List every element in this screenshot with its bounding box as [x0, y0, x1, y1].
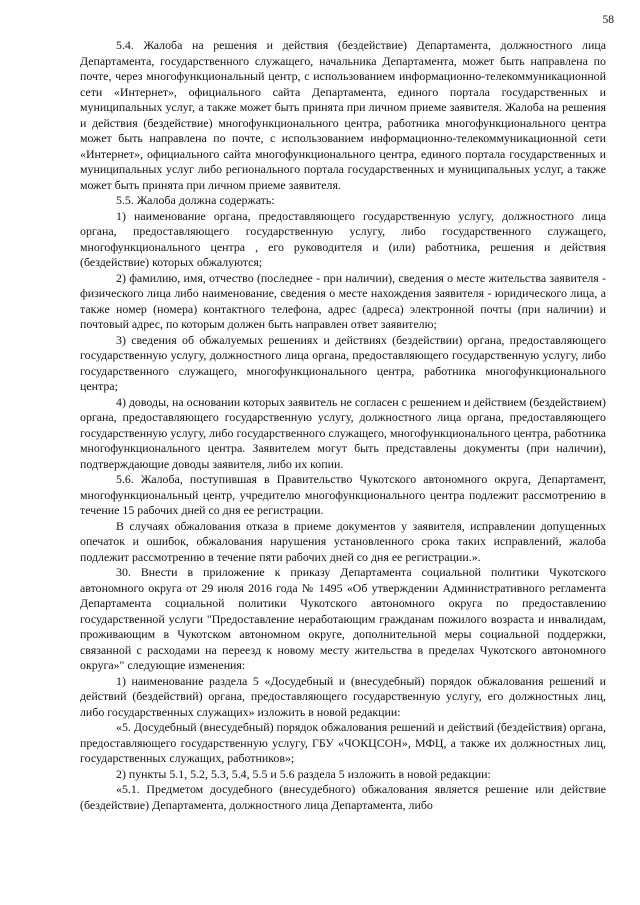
list-item-1: 1) наименование органа, предоставляющего государственную услугу, должностного лица органа, предоставляющего государственную услугу, либо государственного служащего, многофункционального центра , его руководителя и (или) работника, решения и действия (бездействие) которых обжалуются;	[80, 208, 606, 269]
paragraph-5-6: 5.6. Жалоба, поступившая в Правительство Чукотского автономного округа, Департамент, многофункциональный центр, учредителю многофункционального центра подлежит рассмотрению в течение 15 рабочих дней со дня ее регистрации.	[80, 472, 606, 517]
list-item-2: 2) фамилию, имя, отчество (последнее - при наличии), сведения о месте жительства заявителя - физического лица либо наименование, сведения о месте нахождения заявителя - юридического лица, а также номер (номера) контактного телефона, адрес (адреса) электронной почты (при наличии) и почтовый адрес, по которым должен быть направлен ответ заявителю;	[80, 270, 606, 331]
paragraph-refusal-appeal: В случаях обжалования отказа в приеме документов у заявителя, исправлении допущенных опечаток и ошибок, обжалования нарушения установленного срока таких исправлений, жалоба подлежит рассмотрению в течение пяти рабочих дней со дня ее регистрации.».	[80, 518, 606, 564]
change-item-1: 1) наименование раздела 5 «Досудебный и (внесудебный) порядок обжалования решений и действий (бездействий) органа, предоставляющего государственную услугу, его должностных лиц, либо государственных служащих» изложить в новой редакции:	[80, 673, 606, 719]
page-number: 58	[602, 14, 614, 26]
change-item-2: 2) пункты 5.1, 5.2, 5.3, 5.4, 5.5 и 5.6 раздела 5 изложить в новой редакции:	[116, 766, 491, 781]
list-item-4: 4) доводы, на основании которых заявитель не согласен с решением и действием (бездействием) органа, предоставляющего государственную услугу, должностного лица органа, предоставляющего государственную услугу, либо государственного служащего, многофункционального центра, работника многофункционального центра. Заявителем могут быть представлены документы (при наличии), подтверждающие доводы заявителя, либо их копии.	[80, 394, 606, 471]
paragraph-5-4: 5.4. Жалоба на решения и действия (бездействие) Департамента, должностного лица Департамента, государственного служащего, начальника Департамента, может быть направлена по почте, через многофункциональный центр, с использованием информационно-телекоммуникационной сети «Интернет», официального сайта Департамента, единого портала государственных и муниципальных услуг, а также может быть принята при личном приеме заявителя. Жалоба на решения и действия (бездействие) многофункционального центра, работника многофункционального центра может быть направлена по почте, с использованием информационно-телекоммуникационной сети «Интернет», официального сайта многофункционального центра, единого портала государственных и муниципальных услуг либо регионального портала государственных и муниципальных услуг, а также может быть принята при личном приеме заявителя.	[80, 38, 606, 192]
list-item-3: 3) сведения об обжалуемых решениях и действиях (бездействии) органа, предоставляющего государственную услугу, должностного лица органа, предоставляющего государственную услугу, либо государственного служащего, многофункционального центра, работника многофункционального центра;	[80, 332, 606, 393]
paragraph-30: 30. Внести в приложение к приказу Департамента социальной политики Чукотского автономного округа от 29 июля 2016 года № 1495 «Об утверждении Административного регламента Департамента социальной политики Чукотского автономного округа по предоставлению государственной услуги "Предоставление неработающим гражданам пожилого возраста и инвалидам, проживающим в Чукотском автономном округе, дополнительной меры социальной поддержки, связанной с расходами на переезд к новому месту жительства в пределах Чукотского автономного округа»" следующие изменения:	[80, 565, 606, 672]
section-5-new-title: «5. Досудебный (внесудебный) порядок обжалования решений и действий (бездействия) органа, предоставляющего государственную услугу, ГБУ «ЧОКЦСОН», МФЦ, а также их должностных лиц, государственных служащих, работников»;	[80, 720, 606, 765]
document-body	[80, 38, 606, 813]
paragraph-5-1-new: «5.1. Предметом досудебного (внесудебного) обжалования является решение или действие (бездействие) Департамента, должностного лица Департамента, либо	[80, 782, 606, 812]
paragraph-5-5-heading: 5.5. Жалоба должна содержать:	[116, 193, 275, 207]
